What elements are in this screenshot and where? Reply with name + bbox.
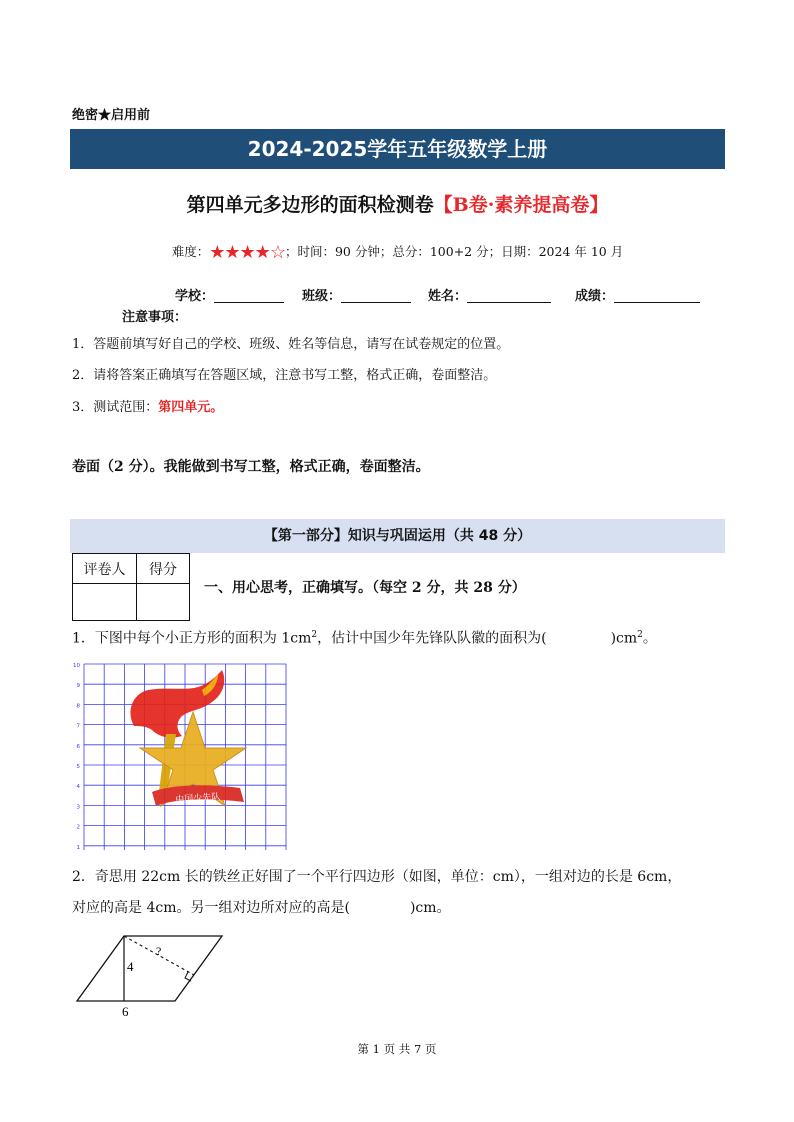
q1-end: 。 <box>642 630 657 647</box>
class-blank[interactable] <box>341 288 411 303</box>
class-field[interactable] <box>302 285 411 304</box>
exam-title-banner: 2024-2025学年五年级数学上册 <box>70 129 725 169</box>
y-axis-tick-label: 9 <box>76 683 80 690</box>
score-blank[interactable] <box>614 288 700 303</box>
score-cell[interactable] <box>137 584 190 621</box>
part-one-heading: 一、用心思考，正确填写。（每空 2 分，共 28 分） <box>204 580 526 596</box>
grader-header: 评卷人 <box>73 554 137 584</box>
q1-prefix: 1．下图中每个小正方形的面积为 1cm <box>72 630 312 647</box>
y-axis-tick-label: 3 <box>76 804 80 811</box>
height-label: 4 <box>127 959 134 974</box>
q1-sup-1: 2 <box>311 630 318 640</box>
difficulty-label: 难度： <box>171 244 210 259</box>
q1-middle: ，估计中国少年先锋队队徽的面积为( <box>317 630 547 647</box>
score-field[interactable] <box>575 285 700 304</box>
question-1 <box>72 620 657 654</box>
question-2-line-1: 2．奇思用 22cm 长的铁丝正好围了一个平行四边形（如图，单位：cm），一组对边的长是 6cm， <box>72 869 682 885</box>
y-axis-labels <box>73 663 81 850</box>
meta-details: ；时间：90 分钟；总分：100+2 分；日期：2024 年 10 月 <box>284 244 624 259</box>
y-axis-tick-label: 2 <box>76 824 80 831</box>
y-axis-tick-label: 7 <box>76 723 80 730</box>
y-axis-tick-label: 6 <box>76 743 80 750</box>
ribbon-text: 中国少先队 <box>175 792 221 806</box>
q2-line2-prefix: 对应的高是 4cm。另一组对边所对应的高是( <box>72 900 350 916</box>
name-label: 姓名： <box>428 289 468 304</box>
score-label: 成绩： <box>575 289 615 304</box>
school-field[interactable] <box>175 285 284 304</box>
subtitle-main: 第四单元多边形的面积检测卷 <box>186 194 434 216</box>
note-item-3-prefix: 3．测试范围： <box>72 400 159 415</box>
school-label: 学校： <box>175 289 215 304</box>
note-item-3 <box>72 396 223 415</box>
difficulty-stars <box>209 242 285 263</box>
note-item-2: 2．请将答案正确填写在答题区域，注意书写工整，格式正确，卷面整洁。 <box>72 368 497 383</box>
neatness-statement: 卷面（2 分）。我能做到书写工整，格式正确，卷面整洁。 <box>72 459 430 475</box>
notes-title: 注意事项： <box>122 310 188 325</box>
y-axis-tick-label: 4 <box>76 784 80 791</box>
section-banner: 【第一部分】知识与巩固运用（共 48 分） <box>70 519 725 553</box>
parallelogram-shape <box>77 936 222 1001</box>
q2-line2-suffix: )cm。 <box>409 900 451 916</box>
star-filled-icon: ★★★★ <box>209 242 270 263</box>
secret-label: 绝密★启用前 <box>72 108 151 123</box>
y-axis-tick-label: 5 <box>76 764 80 770</box>
star-empty-icon: ☆ <box>269 242 285 263</box>
y-axis-tick-label: 8 <box>76 703 80 710</box>
school-blank[interactable] <box>214 288 284 303</box>
name-field[interactable] <box>428 285 551 304</box>
badge-grid-figure <box>72 660 294 850</box>
test-scope: 第四单元。 <box>158 400 224 415</box>
note-item-1: 1．答题前填写好自己的学校、班级、姓名等信息，请写在试卷规定的位置。 <box>72 337 510 352</box>
y-axis-tick-label: 1 <box>76 844 80 850</box>
grader-cell[interactable] <box>73 584 137 621</box>
exam-meta <box>70 242 725 263</box>
parallelogram-figure <box>72 926 232 1022</box>
exam-subtitle <box>70 190 725 217</box>
name-blank[interactable] <box>467 288 551 303</box>
base-label: 6 <box>122 1004 129 1019</box>
score-header: 得分 <box>137 554 190 584</box>
grader-score-table <box>72 553 190 621</box>
unknown-label: ? <box>156 944 162 958</box>
q1-close: )cm <box>610 630 638 647</box>
y-axis-tick-label: 10 <box>73 663 80 669</box>
question-2-line-2 <box>72 893 451 923</box>
class-label: 班级： <box>302 289 342 304</box>
page-footer: 第 1 页 共 7 页 <box>357 1042 437 1056</box>
q1-sup-2: 2 <box>637 630 643 640</box>
subtitle-tag: 【B卷·素养提高卷】 <box>433 194 609 216</box>
